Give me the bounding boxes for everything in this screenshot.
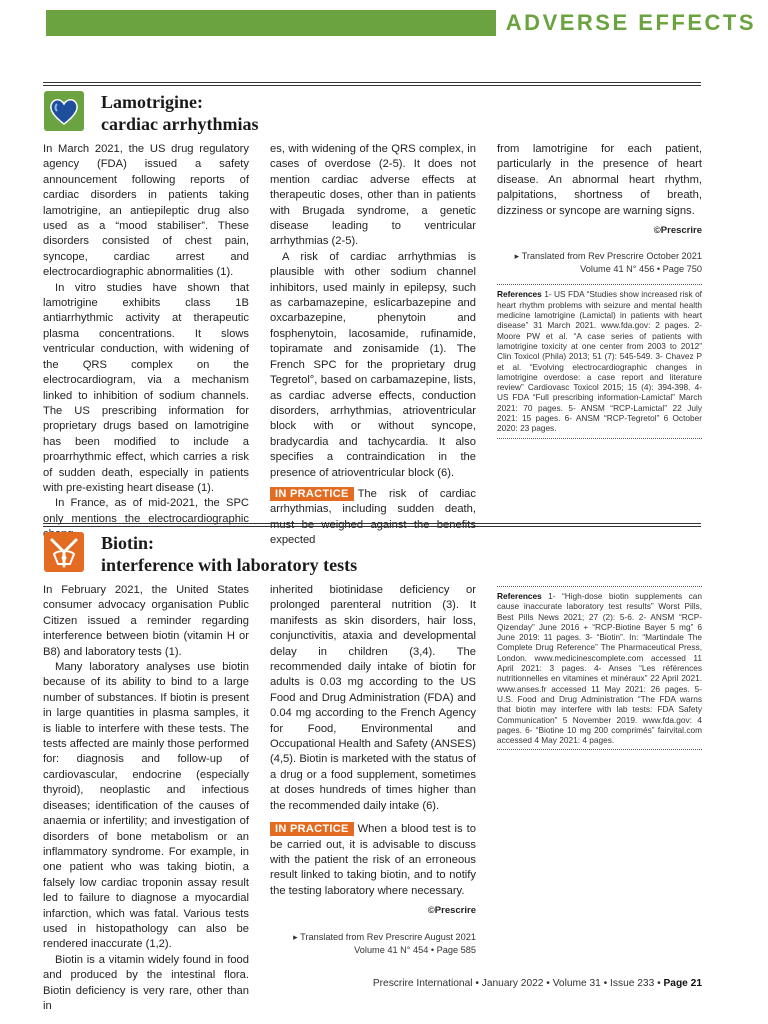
section-label: ADVERSE EFFECTS xyxy=(496,6,768,40)
article1-column-1: In March 2021, the US drug regulatory agency (FDA) issued a safety announcement following reports of cardiac disorders in patients taking lamotrigine, an antiepileptic drug also used as a “mood stabiliser”. These disorders consisted of chest pain, syncope, cardiac arrest and electrocardiographic abnormalities (1). In vitro studies have shown that lamotrigine exhibits class 1B antiarrhythmic activity at therapeutic plasma concentrations. It slows ventricular conduction, with widening of the QRS complex on the electrocardiogram, via a mechanism linked to inhibition of sodium channels. The US prescribing information for proprietary drugs based on lamotrigine has been modified to include a proarrhythmic effect, which carries a risk of sudden death, especially in patients with pre-existing heart disease (1). In France, as of mid-2021, the SPC only mentions the electrocardiographic xyxy=(43,143,249,525)
article2-column-2: inherited biotinidase deficiency or prolonged parenteral nutrition (3). It manifests as skin disorders, hair loss, conjunctivitis, ataxia and developmental delay in children (3,4). The recommended daily intake of biotin for adults is 0.03 mg according to the US Food and Drug Administration (FDA) and 0.04 mg according to the French Agency for Food, Environmental and Occupational Health and Safety (ANSES) (4,5). Biotin is marketed with the status of a drug or a food supplement, sometimes at doses hundreds of times higher than the recommended daily intake (6). IN PRACTICE When a blood test is to be carried out, it is advisable to discuss with the patient the risk of an erroneous result linked to taking biotin, and to notify the testing laboratory where necessary. ©Prescrire ▸ Translated from Rev Prescrire August 2021 Volume 41 N° 454 • Page 585 xyxy=(270,584,476,955)
article1-column-3: from lamotrigine for each patient, particularly in the presence of heart disease. An abnormal heart rhythm, palpitations, shortness of breath, dizziness or syncope are warning signs. ©Prescrire ▸ Translated from Rev Prescrire October 2021 Volume 41 N° 456 • Page 750 References 1- US FDA “Studies show increased risk of heart rhythm problems with seizure and mental health medicine lamotrigine (Lamictal) in patients with heart disease” 31 March 2021. www.fda.gov: 2 pages. 2- Moore PW et al. “A case series of patients with lamotrigine toxicity at one center from 2003 to 2012” Clin Toxicol (Phila) 2013; 51 (7): 545-549. 3- Chavez P et al. “Evolving electrocardiographic changes in lamotrigine overdose: a case report and literature review” Cardiovasc Toxicol 2015; 15 (4): 394-398. 4- US FDA “Full prescribing information-Lamictal” March 2021: 70 pages. 5- ANSM “RCP-Lamictal” 22 July 2021: 15 pages. 6- ANSM “RCP-Tegretol” 6 October 2020: 23 pages. xyxy=(497,142,702,439)
article-title: Lamotrigine: cardiac arrhythmias xyxy=(101,92,259,134)
page-number: Page 21 xyxy=(663,978,702,989)
translated-note: ▸ Translated from Rev Prescrire October 2021 Volume 41 N° 456 • Page 750 xyxy=(514,251,702,275)
references-divider xyxy=(497,438,702,439)
in-practice-badge: IN PRACTICE xyxy=(270,487,354,501)
article-divider xyxy=(43,82,701,86)
references-block: References 1- US FDA “Studies show increased risk of heart rhythm problems with seizure and mental health medicine lamotrigine (Lamictal) in patients with heart disease” 31 March 2021. www.fda.gov: 2 pages. 2- Moore PW et al. “A case series of patients with lamotrigine toxicity at one center from 2003 to 2012” Clin Toxicol (Phila) 2013; 51 (7): 545-549. 3- Chavez P et al. “Evolving electrocardiographic changes in lamotrigine overdose: a case report and literature review” Cardiovasc Toxicol 2015; 15 (4): 394-398. 4- US FDA “Full prescribing information-Lamictal” March 2021: 70 pages. 5- ANSM “RCP-Lamictal” 22 July 2021: 15 pages. 6- ANSM “RCP-Tegretol” 6 October 2020: 23 pages. xyxy=(497,289,702,434)
arrow-right-icon: ▸ xyxy=(514,251,522,262)
article2-column-3 xyxy=(497,583,702,750)
signature: ©Prescrire xyxy=(427,905,476,917)
laboratory-tube-icon xyxy=(44,532,84,572)
article1-column-2: es, with widening of the QRS complex, in cases of overdose (2-5). It does not mention cardiac adverse effects at therapeutic doses, other than in patients with Brugada syndrome, a genetic disease leading to ventricular arrhythmias (2-5). A risk of cardiac arrhythmias is plausible with other sodium channel inhibitors, used mainly in epilepsy, such as carbamazepine, eslicarbazepine and oxcarbazepine, phenytoin and fosphenytoin, lacosamide, rufinamide, topiramate and zonisamide (1). The French SPC for the proprietary drug Tegretol°, based on carbamazepine, lists, as cardiac adverse effects, conduction disorders, arrhythmias, atrioventricular block with or without syncope, bradycardia and tachycardia. It also specifies a contraindication in the presence of atrioventricular block (6). IN PRACTICE The risk of cardiac arrhythmias, including sudden death, must be weighed against the benefits expected xyxy=(270,143,476,547)
signature: ©Prescrire xyxy=(653,225,702,237)
references-block: References 1- “High-dose biotin supplements can cause inaccurate laboratory test results” Worst Pills, Best Pills News 2021; 27 (2): 5-6. 2- ANSM “RCP-Qizenday” June 2016 + “RCP-Biotine Bayer 5 mg” 6 June 2019: 11 pages. 3- “Biotin”. In: “Martindale The Complete Drug Reference” The Pharmaceutical Press, London. www.medicinescomplete.com accessed 11 April 2021: 3 pages. 4- Anses “Les références nutritionnelles en vitamines et minéraux” 22 April 2021. www.anses.fr accessed 11 May 2021: 26 pages. 5- U.S. Food and Drug Administration “The FDA warns that biotin may interfere with lab tests: FDA Safety Communication” 5 November 2019. www.fda.gov: 4 pages. 6- “Biotine 10 mg 200 comprimés” fairvital.com accessed 4 May 2021: 4 pages. xyxy=(497,591,702,746)
article-title: Biotin: interference with laboratory tests xyxy=(101,533,358,575)
references-divider xyxy=(497,749,702,750)
page-footer: Prescrire International • January 2022 • Volume 31 • Issue 233 • Page 21 xyxy=(372,978,702,989)
translated-note: ▸ Translated from Rev Prescrire August 2021 Volume 41 N° 454 • Page 585 xyxy=(293,931,476,955)
article-divider xyxy=(43,523,701,527)
references-divider xyxy=(497,284,702,285)
references-divider xyxy=(497,586,702,587)
in-practice-badge: IN PRACTICE xyxy=(270,822,354,836)
heart-icon xyxy=(44,91,84,131)
article2-column-1: In February 2021, the United States consumer advocacy organisation Public Citizen issued a reminder regarding interference between biotin (vitamin H or B8) and laboratory tests (1). Many laboratory analyses use biotin because of its ability to bind to a large number of substances. If biotin is present in large quantities in plasma samples, it is liable to interfere with these tests. The tests affected are mainly those performed for: diagnosis and follow-up of cardiovascular, endocrine (especially thyroid), neoplastic and infectious diseases; identification of the causes of anaemia or infertility; and investigation of disorders of bone metabolism or an inflammatory syndrome. For example, in one patient who was taking biotin, a falsely low cardiac troponin assay result led to failure to diagnose a myocardial infarction, which was fatal. Various tests used in histopathology can also be rendered inaccurate (1,2). Biotin is a vitamin widely found in food and produced by the intestinal flora. Biotin deficiency is very rare, other than in xyxy=(43,584,249,1012)
arrow-right-icon: ▸ xyxy=(293,931,301,942)
